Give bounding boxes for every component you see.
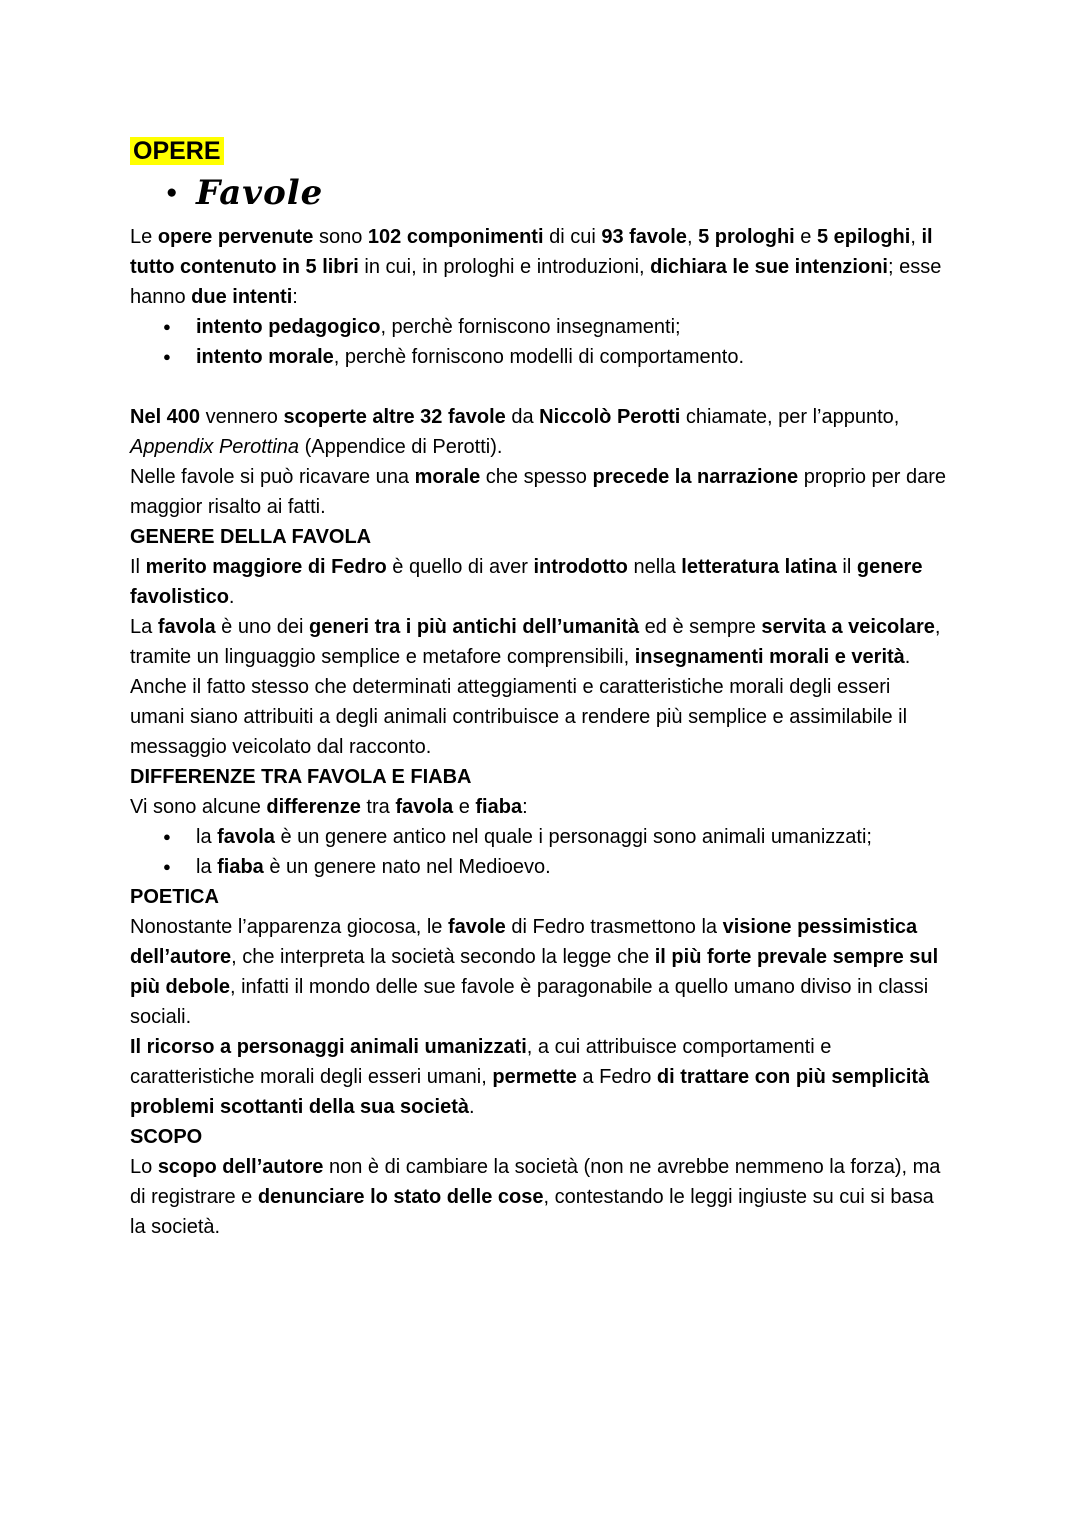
text-segment: ; esse hanno	[130, 256, 942, 308]
text-segment: Nonostante l’apparenza giocosa, le	[130, 916, 448, 938]
doc-title-favole	[130, 170, 950, 216]
list-item-text	[196, 312, 950, 342]
paragraph-merito-fedro	[130, 552, 950, 612]
highlighted-text: OPERE	[130, 137, 224, 165]
text-segment: La	[130, 616, 158, 638]
paragraph-opere-intro	[130, 222, 950, 312]
text-segment: Il	[130, 556, 146, 578]
text-segment: favola	[157, 616, 216, 638]
text-segment: ,	[910, 226, 922, 248]
list-item-intento-pedagogico	[130, 312, 950, 342]
list-item-fiaba	[130, 852, 950, 882]
text-segment: .	[468, 1096, 475, 1118]
text-segment: 93 favole	[601, 226, 687, 248]
section-heading-poetica: POETICA	[130, 886, 219, 908]
text-segment: , a cui attribuisce comportamenti e caratteristiche morali degli esseri umani,	[130, 1036, 832, 1088]
text-segment: (Appendice di Perotti).	[299, 436, 503, 458]
text-segment: , che interpreta la società secondo la legge che	[231, 946, 655, 968]
text-segment: Nelle favole si può ricavare una	[130, 466, 415, 488]
text-segment: .	[228, 586, 235, 608]
text-segment: intento pedagogico	[196, 316, 381, 338]
text-segment: Vi sono alcune	[130, 796, 267, 818]
text-segment: Nel 400	[130, 406, 201, 428]
text-segment: di Fedro trasmettono la	[505, 916, 723, 938]
text-segment: ,	[686, 226, 699, 248]
list-item-intento-morale	[130, 342, 950, 372]
section-heading-opere	[130, 134, 950, 168]
list-item-text	[196, 852, 950, 882]
text-segment: è un genere antico nel quale i personaggi sono animali umanizzati;	[274, 826, 872, 848]
text-segment: :	[292, 286, 298, 308]
text-segment: tra	[360, 796, 396, 818]
text-segment: a Fedro	[576, 1066, 657, 1088]
text-segment: genere favolistico	[130, 556, 923, 608]
text-segment: è uno dei	[215, 616, 310, 638]
text-segment: permette	[492, 1066, 577, 1088]
text-segment: favola	[217, 826, 275, 848]
text-segment: 5 prologhi	[698, 226, 795, 248]
text-segment: generi tra i più antichi dell’umanità	[309, 616, 640, 638]
text-segment: visione pessimistica dell’autore	[130, 916, 918, 968]
text-segment: il più forte prevale sempre sul più debole	[130, 946, 939, 998]
text-segment: servita a veicolare	[761, 616, 935, 638]
text-segment: due intenti	[191, 286, 293, 308]
text-segment: , infatti il mondo delle sue favole è paragonabile a quello umano diviso in classi sociali.	[130, 976, 929, 1028]
text-segment: 5 epiloghi	[816, 226, 911, 248]
text-segment: , contestando le leggi ingiuste su cui si basa la società.	[130, 1186, 934, 1238]
bullet-icon: ●	[163, 859, 171, 874]
bullet-icon: ●	[163, 349, 171, 364]
text-segment: introdotto	[533, 556, 628, 578]
text-segment: è quello di aver	[386, 556, 534, 578]
text-segment: morale	[414, 466, 481, 488]
text-segment: differenze	[266, 796, 361, 818]
text-segment: :	[522, 796, 528, 818]
text-segment: la	[196, 856, 218, 878]
text-segment: il	[836, 556, 857, 578]
paragraph-morale	[130, 462, 950, 522]
text-segment: fiaba	[475, 796, 523, 818]
text-segment: fiaba	[217, 856, 264, 878]
text-segment: Le	[130, 226, 158, 248]
text-segment: dichiara le sue intenzioni	[650, 256, 888, 278]
text-segment: di trattare con più semplicità problemi scottanti della sua società	[130, 1066, 930, 1118]
text-segment: precede la narrazione	[592, 466, 799, 488]
text-segment: Appendix Perottina	[130, 436, 300, 458]
section-heading-scopo: SCOPO	[130, 1126, 203, 1148]
text-segment: sono	[313, 226, 368, 248]
text-segment: vennero	[200, 406, 284, 428]
text-segment: nella	[627, 556, 682, 578]
section-heading-genere: GENERE DELLA FAVOLA	[130, 526, 372, 548]
paragraph-ricorso-animali	[130, 1032, 950, 1122]
list-item-text	[196, 342, 950, 372]
paragraph-visione-pessimistica	[130, 912, 950, 1032]
text-segment: , perchè forniscono insegnamenti;	[380, 316, 681, 338]
text-segment: da	[505, 406, 540, 428]
text-segment: che spesso	[480, 466, 593, 488]
text-segment: è un genere nato nel Medioevo.	[263, 856, 551, 878]
text-segment: e	[794, 226, 817, 248]
text-segment: insegnamenti morali e verità	[634, 646, 905, 668]
text-segment: . Anche il fatto stesso che determinati atteggiamenti e caratteristiche morali degli esseri umani siano attribuiti a degli animali contribuisce a rendere più semplice e assimilabile il messaggio veicolato dal racconto.	[130, 646, 911, 758]
text-segment: 102 componimenti	[367, 226, 544, 248]
text-segment: opere pervenute	[157, 226, 314, 248]
paragraph-scopo-autore	[130, 1152, 950, 1242]
text-segment: scopo dell’autore	[157, 1156, 324, 1178]
text-segment: di cui	[543, 226, 602, 248]
list-item-text	[196, 822, 950, 852]
text-segment: , tramite un linguaggio semplice e metafore comprensibili,	[130, 616, 941, 668]
paragraph-differenze-intro	[130, 792, 950, 822]
text-segment: letteratura latina	[681, 556, 837, 578]
bullet-icon: ●	[163, 829, 171, 844]
paragraph-nel-400	[130, 402, 950, 462]
bullet-icon: ●	[163, 319, 171, 334]
text-segment: Il ricorso a personaggi animali umanizzati	[130, 1036, 527, 1058]
text-segment: merito maggiore di Fedro	[145, 556, 387, 578]
doc-title-text: Favole	[196, 173, 324, 213]
bullet-icon: ●	[166, 182, 178, 203]
text-segment: scoperte altre 32 favole	[283, 406, 506, 428]
section-heading-differenze: DIFFERENZE TRA FAVOLA E FIABA	[130, 766, 472, 788]
text-segment: , perchè forniscono modelli di comportamento.	[333, 346, 745, 368]
text-segment: favole	[448, 916, 506, 938]
text-segment: non è di cambiare la società (non ne avrebbe nemmeno la forza), ma di registrare e	[130, 1156, 941, 1208]
text-segment: favola	[395, 796, 454, 818]
text-segment: la	[196, 826, 218, 848]
text-segment: Lo	[130, 1156, 158, 1178]
text-segment: chiamate, per l’appunto,	[680, 406, 900, 428]
list-item-favola	[130, 822, 950, 852]
text-segment: e	[453, 796, 476, 818]
text-segment: Niccolò Perotti	[539, 406, 681, 428]
text-segment: il tutto contenuto in 5 libri	[130, 226, 933, 278]
text-segment: denunciare lo stato delle cose	[257, 1186, 544, 1208]
text-segment: in cui, in prologhi e introduzioni,	[358, 256, 651, 278]
text-segment: ed è sempre	[639, 616, 762, 638]
paragraph-favola-genere	[130, 612, 950, 762]
text-segment: proprio per dare maggior risalto ai fatti.	[130, 466, 947, 518]
text-segment: intento morale	[196, 346, 334, 368]
